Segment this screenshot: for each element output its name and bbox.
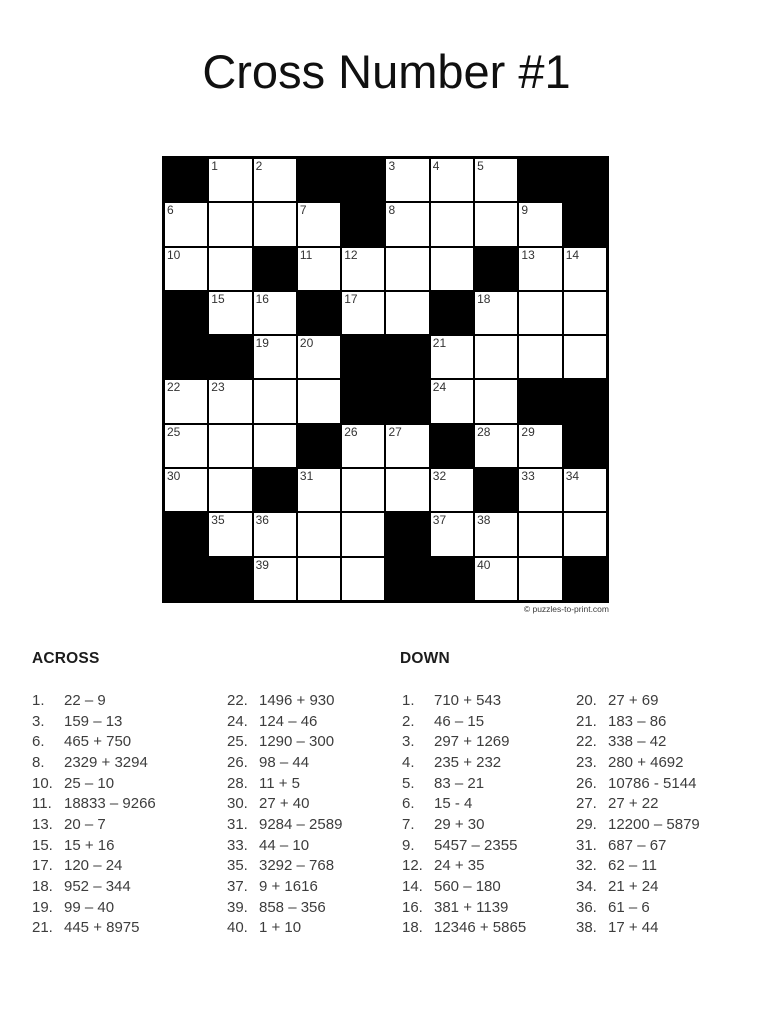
cell-number: 25	[167, 424, 181, 439]
grid-cell-r2c7[interactable]	[430, 202, 474, 246]
clue-number: 37.	[227, 877, 248, 895]
clue-text: 98 – 44	[259, 753, 310, 771]
grid-cell-r9c7[interactable]	[430, 512, 474, 556]
across-clue-21	[32, 918, 156, 939]
clue-number: 12.	[402, 857, 423, 875]
across-clue-33	[227, 836, 342, 857]
clue-number: 35.	[227, 857, 248, 875]
grid-block-r2c10	[563, 202, 607, 246]
clue-number: 6.	[32, 733, 45, 751]
grid-cell-r1c7[interactable]	[430, 158, 474, 202]
across-clue-15	[32, 836, 156, 857]
clue-list-down-1	[402, 691, 526, 939]
clue-text: 710 + 543	[434, 692, 502, 709]
clue-number: 34.	[576, 877, 597, 895]
grid-cell-r3c1[interactable]	[164, 247, 208, 291]
grid-cell-r3c9[interactable]	[518, 247, 562, 291]
clue-number: 18.	[32, 877, 53, 895]
grid-block-r7c7	[430, 424, 474, 468]
grid-block-r7c10	[563, 424, 607, 468]
grid-cell-r1c3[interactable]	[253, 158, 297, 202]
clue-text: 2329 + 3294	[64, 753, 148, 771]
grid-cell-r3c2[interactable]	[208, 247, 252, 291]
grid-cell-r10c3[interactable]	[253, 557, 297, 601]
clue-number: 18.	[402, 919, 423, 937]
down-clue-3	[402, 732, 526, 753]
grid-block-r1c10	[563, 158, 607, 202]
grid-cell-r1c8[interactable]	[474, 158, 518, 202]
clue-text: 9 + 1616	[259, 877, 318, 895]
grid-block-r5c6	[385, 335, 429, 379]
across-clue-40	[227, 918, 342, 939]
clue-number: 21.	[576, 712, 597, 730]
grid-block-r4c7	[430, 291, 474, 335]
clue-text: 27 + 22	[608, 795, 659, 813]
grid-block-r10c6	[385, 557, 429, 601]
across-clue-3	[32, 712, 156, 733]
grid-cell-r10c5[interactable]	[341, 557, 385, 601]
clue-text: 15 - 4	[434, 795, 473, 813]
grid-block-r10c2	[208, 557, 252, 601]
down-clue-14	[402, 877, 526, 898]
across-clue-17	[32, 856, 156, 877]
clue-text: 29 + 30	[434, 815, 485, 833]
grid-cell-r4c2[interactable]	[208, 291, 252, 335]
cell-number: 16	[255, 291, 269, 306]
grid-block-r9c6	[385, 512, 429, 556]
grid-cell-r6c7[interactable]	[430, 379, 474, 423]
down-clue-36	[576, 898, 700, 919]
cell-number: 37	[432, 513, 447, 528]
grid-block-r8c3	[253, 468, 297, 512]
clue-text: 21 + 24	[608, 877, 659, 895]
grid-cell-r3c6[interactable]	[385, 247, 429, 291]
grid-cell-r7c1[interactable]	[164, 424, 208, 468]
across-clue-24	[227, 712, 342, 733]
grid-cell-r3c10[interactable]	[563, 247, 607, 291]
clue-text: 22 – 9	[64, 692, 106, 709]
cell-number: 5	[477, 159, 484, 173]
grid-cell-r5c10[interactable]	[563, 335, 607, 379]
grid-block-r1c5	[341, 158, 385, 202]
grid-block-r4c1	[164, 291, 208, 335]
clue-text: 235 + 232	[434, 753, 502, 771]
clue-number: 26.	[576, 774, 597, 792]
grid-cell-r8c1[interactable]	[164, 468, 208, 512]
clue-text: 62 – 11	[608, 857, 657, 875]
grid-cell-r8c5[interactable]	[341, 468, 385, 512]
across-clue-37	[227, 877, 342, 898]
clue-number: 4.	[402, 753, 415, 771]
cell-number: 36	[255, 513, 269, 528]
clue-text: 445 + 8975	[64, 919, 140, 937]
grid-cell-r6c8[interactable]	[474, 379, 518, 423]
clue-text: 12200 – 5879	[608, 815, 700, 833]
clue-text: 280 + 4692	[608, 753, 684, 771]
grid-cell-r4c8[interactable]	[474, 291, 518, 335]
across-header: ACROSS	[32, 650, 100, 667]
grid-cell-r4c6[interactable]	[385, 291, 429, 335]
grid-block-r10c7	[430, 557, 474, 601]
clue-number: 2.	[402, 712, 415, 730]
grid-cell-r1c2[interactable]	[208, 158, 252, 202]
clue-number: 15.	[32, 836, 53, 854]
clue-text: 15 + 16	[64, 836, 115, 854]
clue-number: 31.	[227, 815, 248, 833]
clue-number: 32.	[576, 857, 597, 875]
clue-number: 40.	[227, 919, 248, 937]
clue-number: 3.	[402, 733, 415, 751]
grid-cell-r2c8[interactable]	[474, 202, 518, 246]
clue-number: 5.	[402, 774, 415, 792]
grid-cell-r7c2[interactable]	[208, 424, 252, 468]
clue-list-across-1	[32, 691, 156, 939]
grid-block-r6c6	[385, 379, 429, 423]
clue-number: 6.	[402, 795, 415, 813]
grid-block-r6c9	[518, 379, 562, 423]
clue-number: 23.	[576, 753, 597, 771]
cell-number: 22	[167, 380, 181, 395]
clue-text: 1290 – 300	[259, 733, 335, 751]
clue-number: 39.	[227, 898, 248, 916]
clue-number: 10.	[32, 774, 53, 792]
down-clue-2	[402, 712, 526, 733]
grid-block-r6c10	[563, 379, 607, 423]
cell-number: 24	[432, 380, 447, 395]
clue-text: 952 – 344	[64, 877, 131, 895]
down-clue-9	[402, 836, 526, 857]
clue-text: 120 – 24	[64, 857, 123, 875]
clue-number: 14.	[402, 877, 423, 895]
grid-cell-r10c9[interactable]	[518, 557, 562, 601]
down-header: DOWN	[400, 650, 450, 667]
grid-cell-r5c8[interactable]	[474, 335, 518, 379]
cell-number: 19	[255, 336, 269, 351]
clue-text: 183 – 86	[608, 712, 667, 730]
down-clue-20	[576, 691, 700, 712]
across-clue-6	[32, 732, 156, 753]
grid-cell-r8c9[interactable]	[518, 468, 562, 512]
clue-text: 44 – 10	[259, 836, 310, 854]
cell-number: 40	[477, 557, 491, 572]
clue-number: 30.	[227, 795, 248, 813]
across-clue-31	[227, 815, 342, 836]
cell-number: 18	[477, 291, 491, 306]
clue-text: 83 – 21	[434, 774, 485, 792]
grid-cell-r2c1[interactable]	[164, 202, 208, 246]
cell-number: 8	[388, 203, 396, 218]
cell-number: 2	[255, 159, 263, 173]
grid-cell-r3c4[interactable]	[297, 247, 341, 291]
clue-number: 1.	[32, 692, 45, 709]
across-clue-11	[32, 794, 156, 815]
grid-cell-r8c10[interactable]	[563, 468, 607, 512]
clue-number: 11.	[32, 795, 52, 813]
cell-number: 9	[521, 203, 529, 218]
grid-cell-r3c7[interactable]	[430, 247, 474, 291]
cell-number: 31	[299, 469, 314, 484]
grid-block-r3c3	[253, 247, 297, 291]
down-clue-7	[402, 815, 526, 836]
cell-number: 34	[565, 469, 580, 484]
cell-number: 14	[565, 247, 580, 262]
clue-text: 465 + 750	[64, 733, 132, 751]
cell-number: 28	[477, 424, 491, 439]
clue-number: 1.	[402, 692, 415, 709]
clue-number: 33.	[227, 836, 248, 854]
clue-number: 27.	[576, 795, 597, 813]
across-clue-19	[32, 898, 156, 919]
down-clue-12	[402, 856, 526, 877]
down-clue-16	[402, 898, 526, 919]
clue-number: 20.	[576, 692, 597, 709]
clue-list-across-2	[227, 691, 342, 939]
grid-cell-r2c9[interactable]	[518, 202, 562, 246]
clue-text: 381 + 1139	[434, 898, 509, 916]
cell-number: 17	[344, 291, 358, 306]
cell-number: 21	[432, 336, 447, 351]
page-title: Cross Number #1	[202, 45, 571, 98]
clue-number: 22.	[576, 733, 597, 751]
down-clue-31	[576, 836, 700, 857]
clue-number: 31.	[576, 836, 597, 854]
clue-text: 27 + 40	[259, 795, 310, 813]
grid-cell-r6c2[interactable]	[208, 379, 252, 423]
clue-text: 25 – 10	[64, 774, 115, 792]
grid-cell-r7c8[interactable]	[474, 424, 518, 468]
across-clue-39	[227, 898, 342, 919]
clue-number: 13.	[32, 815, 53, 833]
grid-cell-r9c5[interactable]	[341, 512, 385, 556]
clue-text: 124 – 46	[259, 712, 318, 730]
cell-number: 15	[211, 291, 225, 306]
across-clue-28	[227, 774, 342, 795]
cell-number: 4	[432, 159, 440, 173]
watermark: © puzzles-to-print.com	[523, 604, 609, 614]
clue-number: 29.	[576, 815, 597, 833]
grid-cell-r6c3[interactable]	[253, 379, 297, 423]
grid-cell-r8c4[interactable]	[297, 468, 341, 512]
cell-number: 33	[521, 469, 535, 484]
clue-text: 27 + 69	[608, 692, 659, 709]
across-clue-13	[32, 815, 156, 836]
puzzle-grid	[162, 156, 609, 603]
grid-cell-r1c6[interactable]	[385, 158, 429, 202]
grid-cell-r5c9[interactable]	[518, 335, 562, 379]
clue-text: 12346 + 5865	[434, 919, 527, 937]
clue-text: 1496 + 930	[259, 692, 335, 709]
grid-cell-r5c3[interactable]	[253, 335, 297, 379]
grid-cell-r9c4[interactable]	[297, 512, 341, 556]
grid-block-r5c1	[164, 335, 208, 379]
grid-cell-r9c8[interactable]	[474, 512, 518, 556]
grid-cell-r7c9[interactable]	[518, 424, 562, 468]
clue-text: 338 – 42	[608, 733, 667, 751]
cell-number: 13	[521, 247, 535, 262]
grid-cell-r2c4[interactable]	[297, 202, 341, 246]
grid-cell-r10c4[interactable]	[297, 557, 341, 601]
grid-cell-r7c5[interactable]	[341, 424, 385, 468]
across-clue-8	[32, 753, 156, 774]
clue-number: 36.	[576, 898, 597, 916]
grid-block-r2c5	[341, 202, 385, 246]
down-clue-18	[402, 918, 526, 939]
clue-text: 61 – 6	[608, 898, 650, 916]
across-clue-18	[32, 877, 156, 898]
clue-number: 8.	[32, 753, 45, 771]
cell-number: 30	[167, 469, 181, 484]
grid-block-r7c4	[297, 424, 341, 468]
clue-number: 9.	[402, 836, 415, 854]
cell-number: 26	[344, 424, 358, 439]
grid-block-r3c8	[474, 247, 518, 291]
grid-cell-r9c3[interactable]	[253, 512, 297, 556]
cell-number: 23	[211, 380, 225, 395]
across-clue-10	[32, 774, 156, 795]
clue-number: 19.	[32, 898, 53, 916]
grid-block-r10c1	[164, 557, 208, 601]
clue-text: 24 + 35	[434, 857, 485, 875]
grid-cell-r4c3[interactable]	[253, 291, 297, 335]
grid-cell-r4c10[interactable]	[563, 291, 607, 335]
cell-number: 10	[167, 247, 181, 262]
grid-block-r10c10	[563, 557, 607, 601]
down-clue-5	[402, 774, 526, 795]
clue-number: 17.	[32, 857, 53, 875]
down-clue-22	[576, 732, 700, 753]
grid-cell-r4c9[interactable]	[518, 291, 562, 335]
down-clue-4	[402, 753, 526, 774]
down-clue-38	[576, 918, 700, 939]
cell-number: 27	[388, 424, 402, 439]
grid-block-r5c5	[341, 335, 385, 379]
clue-text: 858 – 356	[259, 898, 326, 916]
grid-block-r4c4	[297, 291, 341, 335]
down-clue-1	[402, 691, 526, 712]
cell-number: 3	[388, 159, 396, 173]
across-clue-22	[227, 691, 342, 712]
grid-cell-r7c6[interactable]	[385, 424, 429, 468]
clue-text: 17 + 44	[608, 919, 659, 937]
across-clue-35	[227, 856, 342, 877]
clue-text: 5457 – 2355	[434, 836, 518, 854]
grid-cell-r8c7[interactable]	[430, 468, 474, 512]
grid-cell-r5c4[interactable]	[297, 335, 341, 379]
grid-block-r9c1	[164, 512, 208, 556]
clue-text: 560 – 180	[434, 877, 501, 895]
clue-text: 297 + 1269	[434, 733, 510, 751]
across-clue-1	[32, 691, 156, 712]
clue-number: 28.	[227, 774, 248, 792]
clue-number: 25.	[227, 733, 248, 751]
grid-cell-r6c1[interactable]	[164, 379, 208, 423]
grid-cell-r8c6[interactable]	[385, 468, 429, 512]
cell-number: 7	[299, 203, 307, 218]
down-clue-32	[576, 856, 700, 877]
clue-number: 3.	[32, 712, 45, 730]
grid-cell-r5c7[interactable]	[430, 335, 474, 379]
clue-number: 24.	[227, 712, 248, 730]
across-clue-30	[227, 794, 342, 815]
grid-cell-r2c3[interactable]	[253, 202, 297, 246]
grid-cell-r3c5[interactable]	[341, 247, 385, 291]
down-clue-26	[576, 774, 700, 795]
grid-block-r1c4	[297, 158, 341, 202]
grid-cell-r2c2[interactable]	[208, 202, 252, 246]
clue-number: 38.	[576, 919, 597, 937]
clue-list-down-2	[576, 691, 700, 939]
cell-number: 29	[521, 424, 535, 439]
down-clue-29	[576, 815, 700, 836]
grid-block-r8c8	[474, 468, 518, 512]
down-clue-6	[402, 794, 526, 815]
clue-text: 46 – 15	[434, 712, 485, 730]
down-clue-27	[576, 794, 700, 815]
grid-cell-r9c9[interactable]	[518, 512, 562, 556]
cell-number: 38	[477, 513, 491, 528]
cell-number: 20	[299, 336, 314, 351]
down-clue-34	[576, 877, 700, 898]
grid-cell-r8c2[interactable]	[208, 468, 252, 512]
grid-cell-r10c8[interactable]	[474, 557, 518, 601]
clue-text: 20 – 7	[64, 815, 106, 833]
grid-cell-r9c2[interactable]	[208, 512, 252, 556]
cell-number: 35	[211, 513, 225, 528]
across-clue-25	[227, 732, 342, 753]
grid-cell-r2c6[interactable]	[385, 202, 429, 246]
clue-number: 7.	[402, 815, 415, 833]
cell-number: 6	[167, 203, 174, 218]
grid-block-r1c1	[164, 158, 208, 202]
clue-text: 687 – 67	[608, 836, 667, 854]
grid-cell-r7c3[interactable]	[253, 424, 297, 468]
clue-text: 1 + 10	[259, 919, 302, 937]
clue-text: 159 – 13	[64, 712, 123, 730]
down-clue-23	[576, 753, 700, 774]
grid-block-r6c5	[341, 379, 385, 423]
cell-number: 12	[344, 247, 358, 262]
cell-number: 39	[255, 557, 269, 572]
clue-number: 21.	[32, 919, 53, 937]
across-clue-26	[227, 753, 342, 774]
clue-text: 11 + 5	[259, 774, 301, 792]
grid-cell-r4c5[interactable]	[341, 291, 385, 335]
grid-cell-r9c10[interactable]	[563, 512, 607, 556]
clue-number: 16.	[402, 898, 423, 916]
grid-cell-r6c4[interactable]	[297, 379, 341, 423]
clue-text: 9284 – 2589	[259, 815, 343, 833]
cell-number: 11	[299, 247, 313, 262]
clue-text: 3292 – 768	[259, 857, 335, 875]
clue-text: 99 – 40	[64, 898, 115, 916]
clue-number: 22.	[227, 692, 248, 709]
clue-number: 26.	[227, 753, 248, 771]
grid-block-r1c9	[518, 158, 562, 202]
down-clue-21	[576, 712, 700, 733]
grid-block-r5c2	[208, 335, 252, 379]
clue-text: 10786 - 5144	[608, 774, 697, 792]
cell-number: 1	[211, 159, 218, 173]
cell-number: 32	[432, 469, 447, 484]
clue-text: 18833 – 9266	[64, 795, 156, 813]
